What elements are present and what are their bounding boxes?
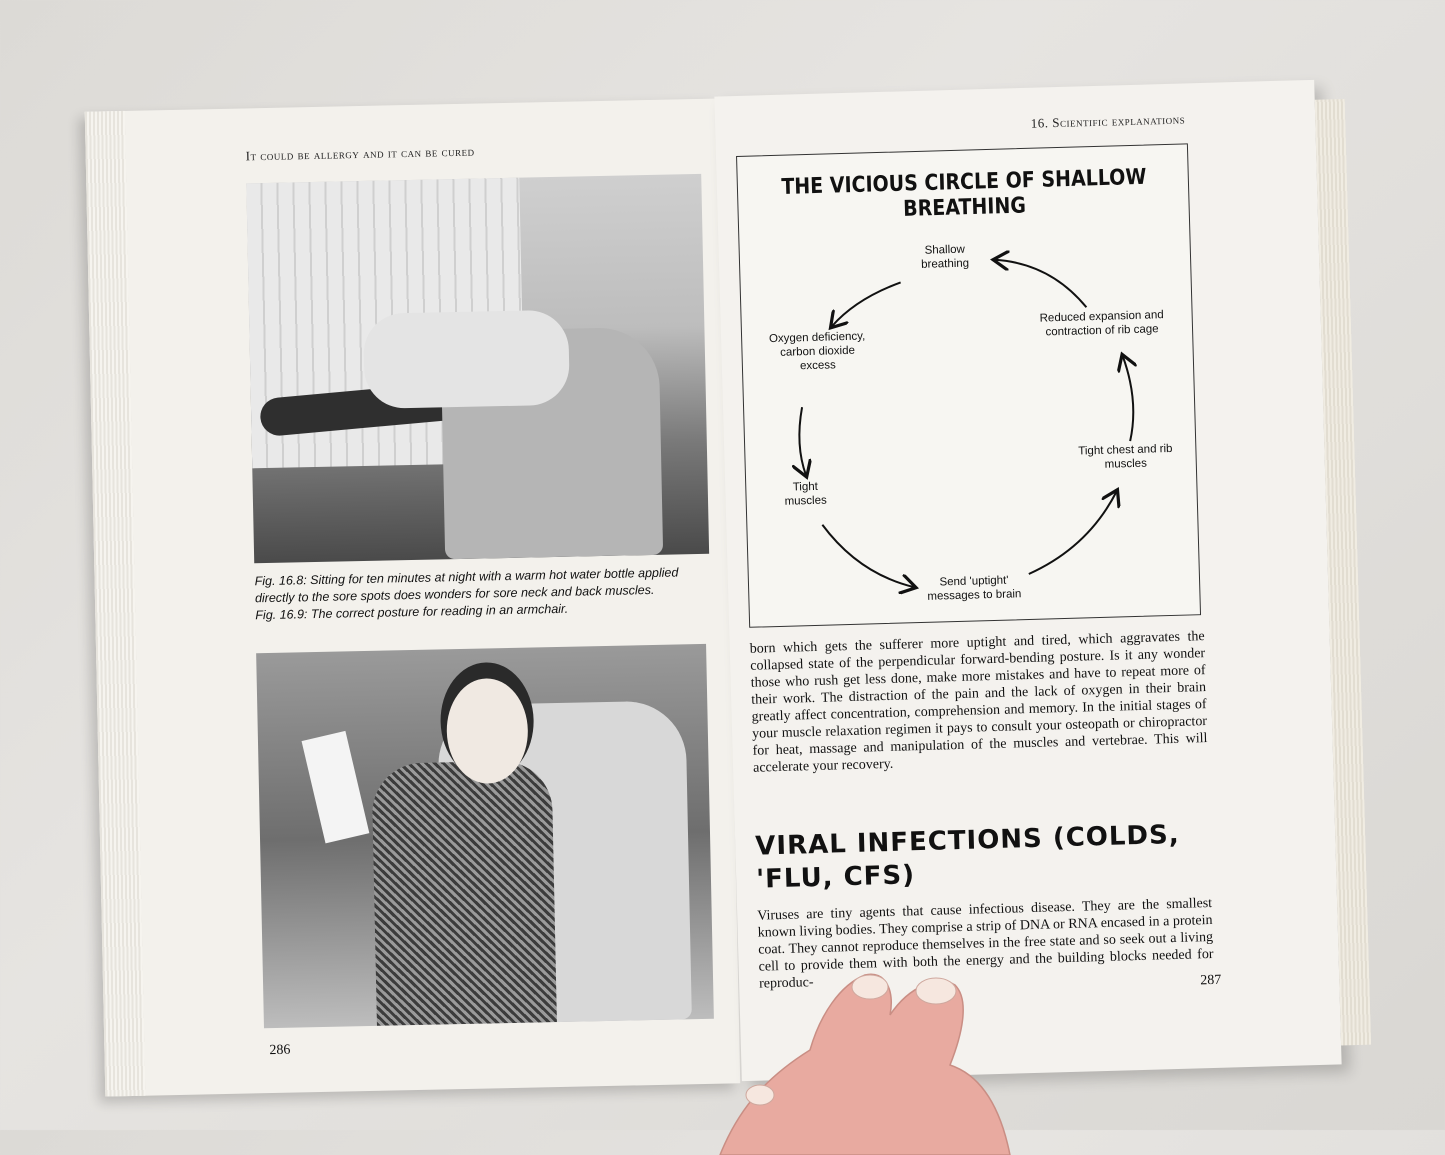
page-number-right: 287 <box>1200 972 1222 989</box>
node-tight-chest: Tight chest and rib muscles <box>1078 442 1173 471</box>
node-tight-muscles: Tight muscles <box>784 480 827 508</box>
photo-reclining-chair <box>246 174 709 563</box>
figure-captions <box>254 564 710 625</box>
arrow-shallow-to-oxygen <box>831 282 902 326</box>
arrow-muscles-to-send <box>822 522 914 589</box>
left-page <box>85 98 740 1096</box>
node-shallow-breathing: Shallow breathing <box>920 243 970 271</box>
node-send-messages: Send 'uptight' messages to brain <box>927 574 1022 603</box>
arrow-oxygen-to-muscles <box>799 407 806 475</box>
hand-image <box>700 955 1030 1155</box>
vicious-circle-diagram <box>736 143 1201 627</box>
page-edge <box>1315 99 1371 1045</box>
section-heading: VIRAL INFECTIONS (COLDS, 'FLU, CFS) <box>754 819 1181 895</box>
running-head-right: 16. Scientific explanations <box>1030 111 1186 131</box>
photo-reading-armchair <box>256 644 714 1028</box>
right-page <box>714 80 1341 1081</box>
page-number-left: 286 <box>269 1042 291 1059</box>
arrow-chest-to-reduced <box>1123 356 1134 441</box>
page-edge <box>85 111 146 1097</box>
arrow-send-to-chest <box>1027 491 1119 573</box>
diagram-title: THE VICIOUS CIRCLE OF SHALLOW BREATHING <box>781 164 1147 222</box>
node-oxygen-deficiency: Oxygen deficiency, carbon dioxide excess <box>768 330 866 373</box>
running-head-left: It could be allergy and it can be cured <box>245 143 475 164</box>
node-reduced-expansion: Reduced expansion and contraction of rib cage <box>1039 309 1164 339</box>
caption-fig-16-9: Fig. 16.9: The correct posture for reading in an armchair. <box>255 601 569 623</box>
body-paragraph-1: born which gets the sufferer more uptight and tired, which aggravates the collapsed state of the perpendicular forward-bending posture. Is it any wonder those who rush get less done, make more mistakes and have to repeat more of their work. The distraction of the pain and the lack of oxygen in their brain greatly affect concentration, comprehension and memory. In the initial stages of your muscle relaxation regimen it pays to consult your osteopath or chiropractor for heat, massage and manipulation of the muscles and vertebrae. This will accelerate your recovery. <box>749 629 1208 776</box>
arrow-reduced-to-shallow <box>995 257 1086 309</box>
caption-fig-16-8: Fig. 16.8: Sitting for ten minutes at night with a warm hot water bottle applied directly to the sore spots does wonders for sore neck and back muscles. <box>254 565 679 606</box>
diagram-arrows <box>737 144 1200 626</box>
body-paragraph-2: Viruses are tiny agents that cause infectious disease. They are the smallest known living bodies. They comprise a strip of DNA or RNA encased in a protein coat. They cannot reproduce themselves in the free state and so seek out a living cell to provide them with both the energy and the building blocks needed for reproduc- <box>757 895 1214 992</box>
